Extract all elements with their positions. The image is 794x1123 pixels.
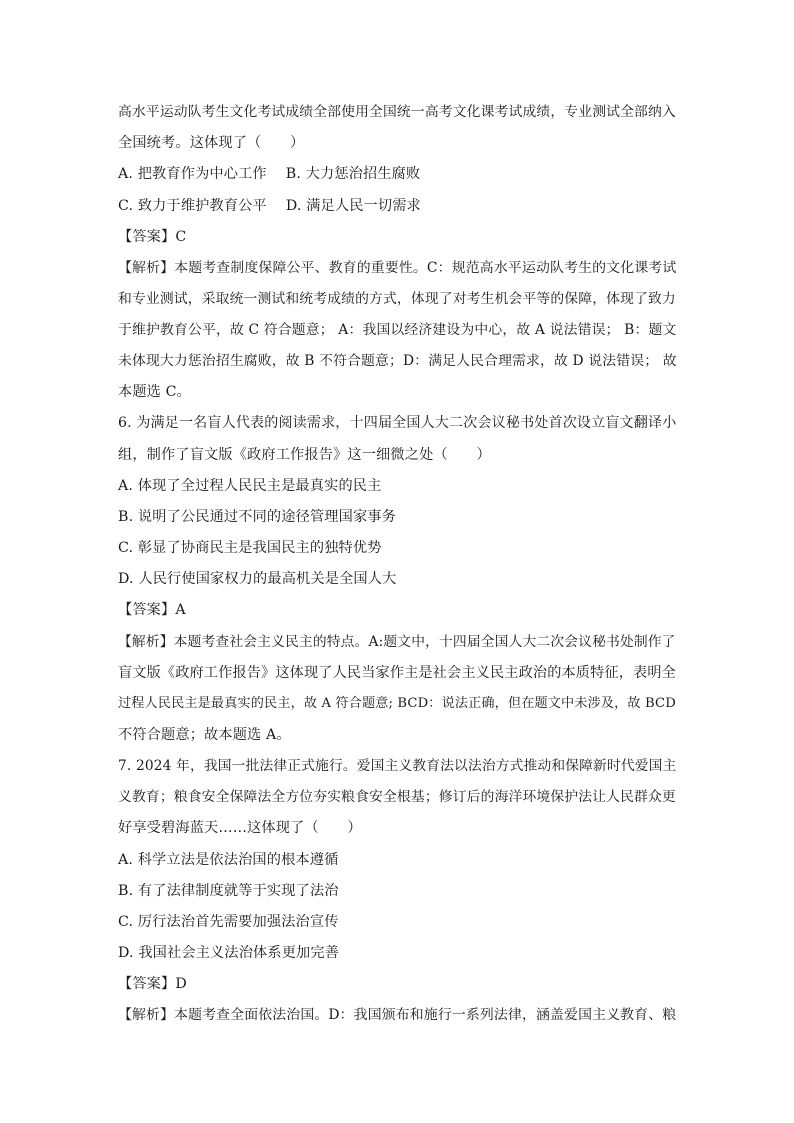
option-line: C. 致力于维护教育公平 D. 满足人民一切需求 xyxy=(118,198,421,214)
paragraph-line: 全国统考。这体现了（ ） xyxy=(118,135,305,151)
option-line: B. 说明了公民通过不同的途径管理国家事务 xyxy=(118,509,396,525)
analysis-line: 不符合题意；故本题选 A。 xyxy=(118,727,291,743)
analysis-line: 【解析】本题考查全面依法治国。D：我国颁布和施行一系列法律，涵盖爱国主义教育、粮 xyxy=(118,1007,677,1023)
analysis-line: 本题选 C。 xyxy=(118,384,192,400)
paragraph-line: 高水平运动队考生文化考试成绩全部使用全国统一高考文化课考试成绩，专业测试全部纳入 xyxy=(118,104,676,120)
option-line: A. 科学立法是依法治国的根本遵循 xyxy=(118,852,339,868)
option-line: A. 体现了全过程人民民主是最真实的民主 xyxy=(118,478,382,494)
question-line: 组，制作了盲文版《政府工作报告》这一细微之处（ ） xyxy=(118,447,491,463)
analysis-line: 【解析】本题考查制度保障公平、教育的重要性。C：规范高水平运动队考生的文化课考试 xyxy=(118,260,677,276)
option-line: D. 人民行使国家权力的最高机关是全国人大 xyxy=(118,571,397,587)
option-line: B. 有了法律制度就等于实现了法治 xyxy=(118,883,339,899)
question-line: 7. 2024 年，我国一批法律正式施行。爱国主义教育法以法治方式推动和保障新时代爱国主 xyxy=(118,758,677,774)
analysis-line: 盲文版《政府工作报告》这体现了人民当家作主是社会主义民主政治的本质特征，表明全 xyxy=(118,665,676,681)
answer-line: 【答案】A xyxy=(118,602,186,618)
question-line: 义教育；粮食安全保障法全方位夯实粮食安全根基；修订后的海洋环境保护法让人民群众更 xyxy=(118,789,676,805)
option-line: D. 我国社会主义法治体系更加完善 xyxy=(118,945,340,961)
answer-line: 【答案】C xyxy=(118,229,187,245)
option-line: C. 厉行法治首先需要加强法治宣传 xyxy=(118,914,339,930)
question-line: 好享受碧海蓝天……这体现了（ ） xyxy=(118,820,362,836)
question-line: 6. 为满足一名盲人代表的阅读需求，十四届全国人大二次会议秘书处首次设立盲文翻译小 xyxy=(118,415,677,431)
analysis-line: 和专业测试，采取统一测试和统考成绩的方式，体现了对考生机会平等的保障，体现了致力 xyxy=(118,291,676,307)
analysis-line: 未体现大力惩治招生腐败，故 B 不符合题意；D：满足人民合理需求，故 D 说法错误； 故 xyxy=(118,353,677,369)
analysis-line: 过程人民民主是最真实的民主，故 A 符合题意; BCD：说法正确，但在题文中未涉及，故 BCD xyxy=(118,696,676,711)
analysis-line: 【解析】本题考查社会主义民主的特点。A:题文中，十四届全国人大二次会议秘书处制作了 xyxy=(118,634,676,650)
option-line: A. 把教育作为中心工作 B. 大力惩治招生腐败 xyxy=(118,166,421,182)
option-line: C. 彰显了协商民主是我国民主的独特优势 xyxy=(118,540,382,556)
answer-line: 【答案】D xyxy=(118,976,187,992)
analysis-line: 于维护教育公平，故 C 符合题意； A：我国以经济建设为中心，故 A 说法错误； B：题文 xyxy=(118,322,677,338)
